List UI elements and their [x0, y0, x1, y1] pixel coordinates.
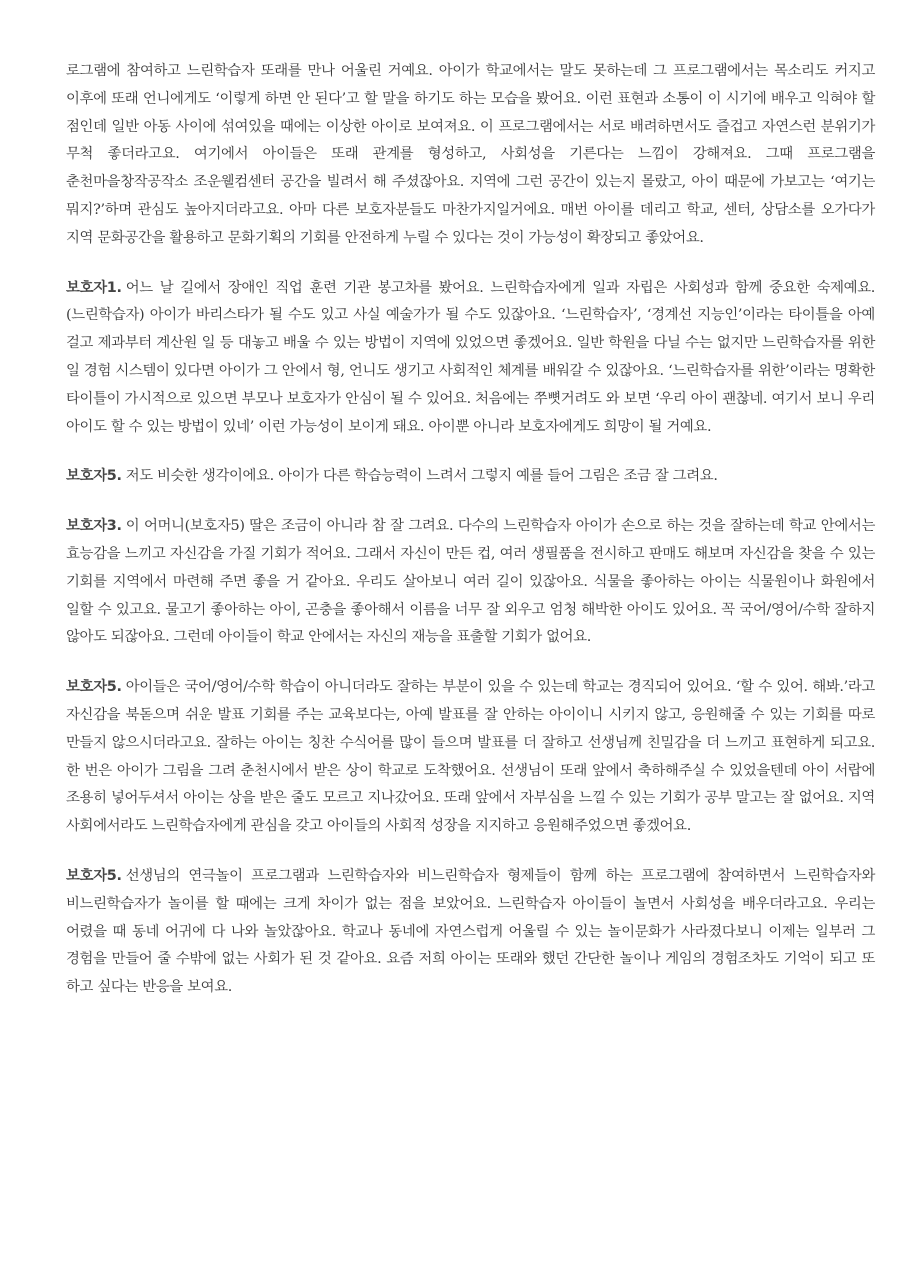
paragraph-guardian-5-b: [66, 674, 875, 841]
paragraph-text: 저도 비슷한 생각이에요. 아이가 다른 학습능력이 느려서 그렇지 예를 들어 그림은 조금 잘 그려요.: [125, 468, 718, 485]
paragraph-continuation: [66, 58, 875, 253]
speaker-label: 보호자1.: [66, 279, 122, 296]
paragraph-text: 로그램에 참여하고 느린학습자 또래를 만나 어울린 거예요. 아이가 학교에서는 말도 못하는데 그 프로그램에서는 목소리도 커지고 이후에 또래 언니에게도 ‘이렇게 하면 안 된다’고 할 말을 하기도 하는 모습을 봤어요. 이런 표현과 소통이 이 시기에 배우고 익혀야 할 점인데 일반 아동 사이에 섞여있을 때에는 이상한 아이로 보여져요. 이 프로그램에서는 서로 배려하면서도 즐겁고 자연스런 분위기가 무척 좋더라고요. 여기에서 아이들은 또래 관계를 형성하고, 사회성을 기른다는 느낌이 강해져요. 그때 프로그램을 춘천마을창작공작소 조운웰컴센터 공간을 빌려서 해 주셨잖아요. 지역에 그런 공간이 있는지 몰랐고, 아이 때문에 가보고는 ‘여기는 뭐지?’하며 관심도 높아지더라고요. 아마 다른 보호자분들도 마찬가지일거에요. 매번 아이를 데리고 학교, 센터, 상담소를 오가다가 지역 문화공간을 활용하고 문화기획의 기회를 안전하게 누릴 수 있다는 것이 가능성이 확장되고 좋았어요.: [66, 63, 875, 246]
speaker-label: 보호자5.: [66, 679, 122, 696]
speaker-label: 보호자3.: [66, 518, 122, 535]
speaker-label: 보호자5.: [66, 867, 122, 884]
paragraph-guardian-1: [66, 275, 875, 442]
paragraph-guardian-5-a: [66, 463, 875, 491]
paragraph-guardian-3: [66, 513, 875, 652]
paragraph-guardian-5-c: [66, 863, 875, 1002]
paragraph-text: 어느 날 길에서 장애인 직업 훈련 기관 봉고차를 봤어요. 느린학습자에게 일과 자립은 사회성과 함께 중요한 숙제예요. (느린학습자) 아이가 바리스타가 될 수도 있고 사실 예술가가 될 수도 있잖아요. ‘느린학습자’, ‘경계선 지능인’이라는 타이틀을 아예 걸고 제과부터 계산원 일 등 대놓고 배울 수 있는 방법이 지역에 있었으면 좋겠어요. 일반 학원을 다닐 수는 없지만 느린학습자를 위한 일 경험 시스템이 있다면 아이가 그 안에서 형, 언니도 생기고 사회적인 체계를 배워갈 수 있잖아요. ‘느린학습자를 위한’이라는 명확한 타이틀이 가시적으로 있으면 부모나 보호자가 안심이 될 수 있어요. 처음에는 쭈뼛거려도 와 보면 ‘우리 아이 괜찮네. 여기서 보니 우리 아이도 할 수 있는 방법이 있네’ 이런 가능성이 보이게 돼요. 아이뿐 아니라 보호자에게도 희망이 될 거예요.: [66, 279, 875, 435]
paragraph-text: 이 어머니(보호자5) 딸은 조금이 아니라 참 잘 그려요. 다수의 느린학습자 아이가 손으로 하는 것을 잘하는데 학교 안에서는 효능감을 느끼고 자신감을 가질 기회가 적어요. 그래서 자신이 만든 컵, 여러 생필품을 전시하고 판매도 해보며 자신감을 찾을 수 있는 기회를 지역에서 마련해 주면 좋을 거 같아요. 우리도 살아보니 여러 길이 있잖아요. 식물을 좋아하는 아이는 식물원이나 화원에서 일할 수 있고요. 물고기 좋아하는 아이, 곤충을 좋아해서 이름을 너무 잘 외우고 엄청 해박한 아이도 있어요. 꼭 국어/영어/수학 잘하지 않아도 되잖아요. 그런데 아이들이 학교 안에서는 자신의 재능을 표출할 기회가 없어요.: [66, 518, 875, 646]
paragraph-text: 선생님의 연극놀이 프로그램과 느린학습자와 비느린학습자 형제들이 함께 하는 프로그램에 참여하면서 느린학습자와 비느린학습자가 놀이를 할 때에는 크게 차이가 없는 점을 보았어요. 느린학습자 아이들이 놀면서 사회성을 배우더라고요. 우리는 어렸을 때 동네 어귀에 다 나와 놀았잖아요. 학교나 동네에 자연스럽게 어울릴 수 있는 놀이문화가 사라졌다보니 이제는 일부러 그 경험을 만들어 줄 수밖에 없는 사회가 된 것 같아요. 요즘 저희 아이는 또래와 했던 간단한 놀이나 게임의 경험조차도 기억이 되고 또 하고 싶다는 반응을 보여요.: [66, 867, 875, 996]
speaker-label: 보호자5.: [66, 468, 122, 485]
paragraph-text: 아이들은 국어/영어/수학 학습이 아니더라도 잘하는 부분이 있을 수 있는데 학교는 경직되어 있어요. ‘할 수 있어. 해봐.’라고 자신감을 북돋으며 쉬운 발표 기회를 주는 교육보다는, 아예 발표를 잘 안하는 아이이니 시키지 않고, 응원해줄 수 있는 기회를 따로 만들지 않으시더라고요. 잘하는 아이는 칭찬 수식어를 많이 들으며 발표를 더 잘하고 선생님께 친밀감을 더 느끼고 표현하게 되고요. 한 번은 아이가 그림을 그려 춘천시에서 받은 상이 학교로 도착했어요. 선생님이 또래 앞에서 축하해주실 수 있었을텐데 아이 서랍에 조용히 넣어두셔서 아이는 상을 받은 줄도 모르고 지나갔어요. 또래 앞에서 자부심을 느낄 수 있는 기회가 공부 말고는 잘 없어요. 지역 사회에서라도 느린학습자에게 관심을 갖고 아이들의 사회적 성장을 지지하고 응원해주었으면 좋겠어요.: [66, 679, 875, 835]
